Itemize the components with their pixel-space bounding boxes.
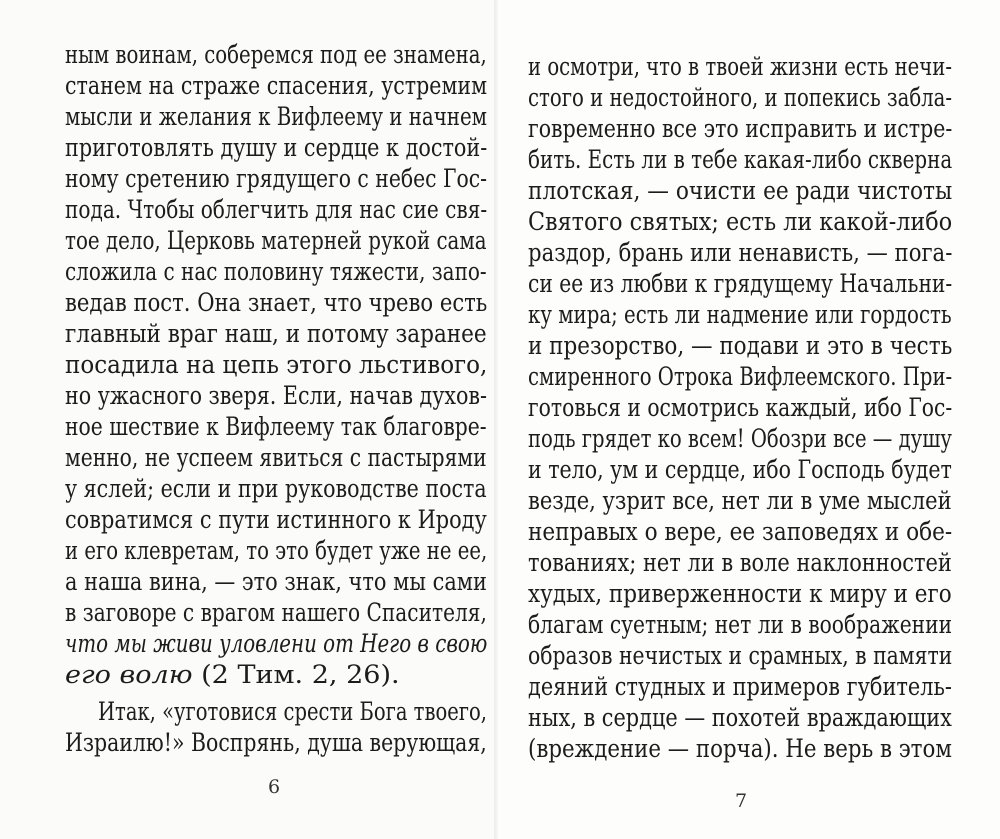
text-line: но ужасного зверя. Если, начав духов- [65, 381, 487, 411]
text-line: смиренного Отрока Вифлеемского. При- [528, 362, 953, 392]
text-line: ку мира; есть ли надмение или гордость [528, 300, 952, 330]
text-line: ных, в сердце — похотей враждающих [528, 703, 952, 733]
text-line: мысли и желания к Вифлеему и начнем [65, 102, 488, 132]
text-line: подь грядет ко всем! Обозри все — душу [528, 424, 952, 454]
scripture-quote-end [65, 660, 400, 691]
text-line: главный враг наш, и потому заранее [65, 319, 487, 349]
text-line: ведав пост. Она знает, что чрево есть [65, 288, 488, 318]
text-line: и осмотри, что в твоей жизни есть нечи- [528, 52, 952, 82]
text-line: и тело, ум и сердце, ибо Господь будет [528, 455, 952, 485]
text-line: раздор, брань или ненависть, — пога- [528, 238, 953, 268]
text-line: тое дело, Церковь матерней рукой сама [65, 226, 487, 256]
page-number-left: 6 [268, 776, 281, 798]
text-line: тованиях; нет ли в воле наклонностей [528, 548, 952, 578]
text-line: Святого святых; есть ли какой-либо [528, 207, 953, 237]
text-line: станем на страже спасения, устремим [65, 71, 488, 101]
text-line: Израилю!» Воспрянь, душа верующая, [65, 728, 487, 758]
text-line: везде, узрит все, нет ли в уме мыслей [528, 486, 952, 516]
text-line: ному сретению грядущего с небес Гос- [65, 164, 488, 194]
text-line: ное шествие к Вифлеему так благовре- [65, 412, 487, 442]
text-line: неправых о вере, ее заповедях и обе- [528, 517, 953, 547]
text-line: бить. Есть ли в тебе какая-либо скверна [528, 145, 953, 175]
text-line: а наша вина, — это знак, что мы сами [65, 567, 487, 597]
text-line: благам суетным; нет ли в воображении [528, 610, 953, 640]
text-line: совратимся с пути истинного к Ироду [65, 505, 487, 535]
text-line: и презорство, — подави и это в честь [528, 331, 953, 361]
text-line: (вреждение — порча). Не верь в этом [528, 734, 952, 764]
scripture-quote: что мы живи уловлени от Него в свою [65, 629, 488, 659]
text-line: сложила с нас половину тяжести, запо- [65, 257, 487, 287]
text-line: говременно все это исправить и истре- [528, 114, 953, 144]
text-line: стого и недостойного, и попекись забла- [528, 83, 953, 113]
book-gutter [494, 0, 498, 839]
text-line: худых, приверженности к миру и его [528, 579, 952, 609]
scripture-quote-tail: его волю [65, 660, 193, 690]
text-line: пода. Чтобы облегчить для нас сие свя- [65, 195, 488, 225]
scripture-reference: (2 Тим. 2, 26). [192, 660, 400, 690]
text-line: менно, не успеем явиться с пастырями [65, 443, 487, 473]
text-line: ным воинам, соберемся под ее знамена, [65, 40, 487, 70]
text-line: плотская, — очисти ее ради чистоты [528, 176, 953, 206]
text-line: у яслей; если и при руководстве поста [65, 474, 487, 504]
page-number-right: 7 [735, 790, 748, 812]
text-line: готовься и осмотрись каждый, ибо Гос- [528, 393, 953, 423]
text-line: образов нечистых и срамных, в памяти [528, 641, 953, 671]
text-line: Итак, «уготовися срести Бога твоего, [98, 697, 487, 727]
text-line: в заговоре с врагом нашего Спасителя, [65, 598, 487, 628]
text-line: деяний студных и примеров губитель- [528, 672, 952, 702]
text-line: посадила на цепь этого льстивого, [65, 350, 488, 380]
text-line: и его клевретам, то это будет уже не ее, [65, 536, 488, 566]
text-line: си ее из любви к грядущему Начальни- [528, 269, 953, 299]
text-line: приготовлять душу и сердце к достой- [65, 133, 488, 163]
